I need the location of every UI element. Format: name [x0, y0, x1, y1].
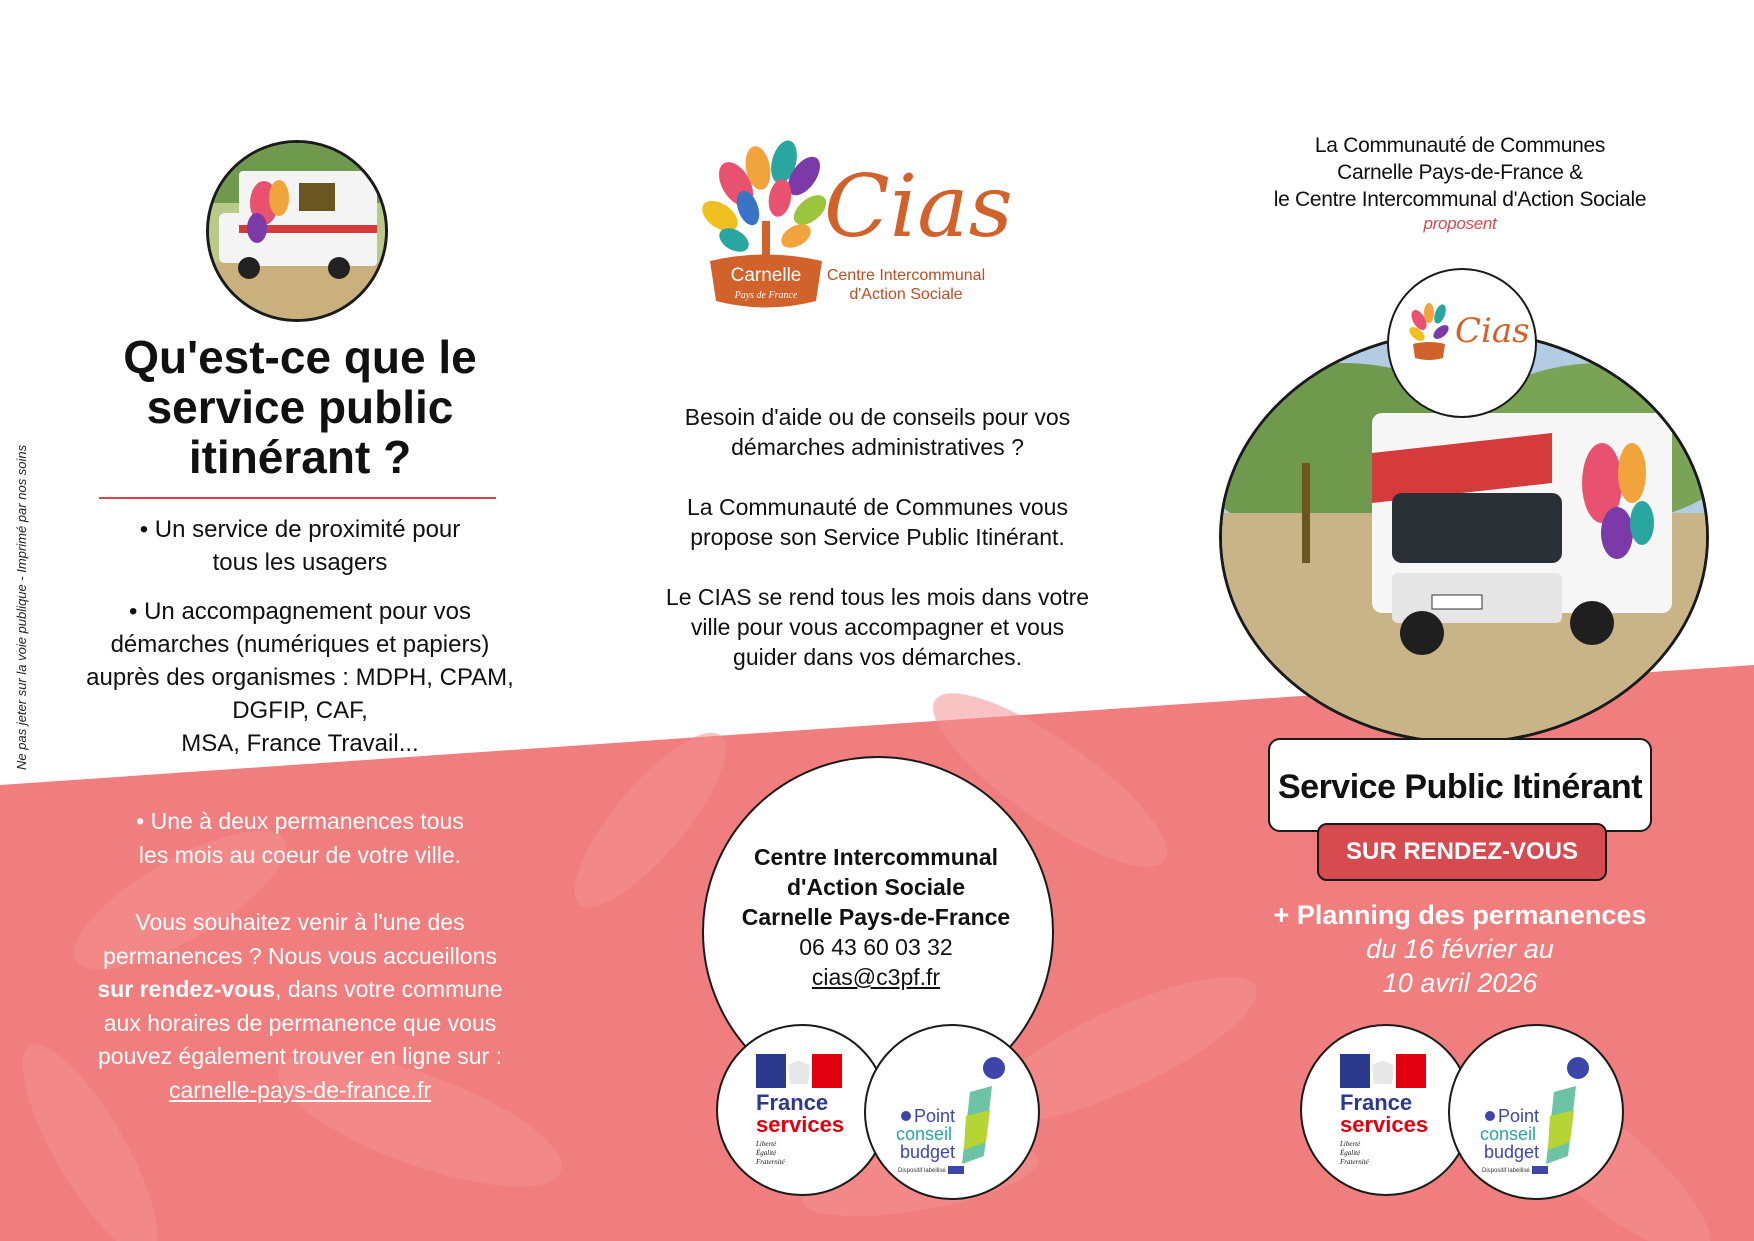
bullet-line: • Une à deux permanences tous: [136, 808, 464, 834]
rdv-rest: , dans votre commune: [275, 976, 503, 1002]
fs-motto2: Égalité: [756, 1149, 777, 1157]
pcb-line1: Point: [1498, 1106, 1540, 1126]
pcb-line3: budget: [900, 1142, 956, 1162]
left-title-line: itinérant ?: [188, 431, 412, 483]
para-line: guider dans vos démarches.: [733, 644, 1022, 670]
fs-line2: services: [1340, 1112, 1429, 1137]
mobile-unit-photo-small: [206, 140, 388, 322]
contact-name-line: Centre Intercommunal: [753, 844, 999, 870]
pcb-footer: Dispositif labellisé: [1482, 1168, 1530, 1174]
planning-label: + Planning des permanences: [1273, 900, 1647, 930]
rdv-line: pouvez également trouver en ligne sur :: [97, 1043, 503, 1069]
bullet-line: • Un accompagnement pour vos: [129, 598, 471, 625]
para-line: Le CIAS se rend tous les mois dans votre: [665, 584, 1090, 610]
contact-info: [722, 842, 1030, 992]
fs-motto1: Liberté: [1340, 1140, 1361, 1148]
bullet-line: tous les usagers: [212, 549, 388, 576]
header-line: Carnelle Pays-de-France &: [1337, 161, 1583, 184]
rdv-line: permanences ? Nous vous accueillons: [103, 942, 497, 969]
france-services-logo-circle: [716, 1024, 888, 1196]
fs-line2: services: [756, 1112, 845, 1137]
service-title: Service Public Itinérant: [1277, 768, 1643, 806]
cias-logo: [696, 136, 1056, 316]
point-conseil-budget-logo: [866, 1026, 1038, 1198]
rdv-paragraph: [60, 906, 540, 1107]
pcb-line3: budget: [1484, 1142, 1540, 1162]
pcb-line1: Point: [914, 1106, 956, 1126]
rdv-line: Vous souhaitez venir à l'une des: [135, 909, 465, 935]
side-print-note: Ne pas jeter sur la voie publique - Imprimé par nos soins: [14, 444, 29, 770]
fs-line1: France: [756, 1090, 829, 1115]
para-line: Besoin d'aide ou de conseils pour vos: [684, 404, 1071, 430]
service-title-box: [1268, 738, 1652, 832]
cias-subtitle-2: d'Action Sociale: [849, 286, 963, 303]
middle-para-cias: [640, 582, 1115, 672]
fs-motto3: Fraternité: [756, 1158, 785, 1166]
para-line: ville pour vous accompagner et vous: [690, 614, 1065, 640]
pcb-footer: Dispositif labellisé: [898, 1168, 946, 1174]
para-line: démarches administratives ?: [731, 434, 1024, 460]
rdv-bold: sur rendez-vous: [97, 976, 276, 1002]
contact-phone[interactable]: 06 43 60 03 32: [799, 934, 953, 960]
france-services-logo-circle-right: [1300, 1024, 1472, 1196]
right-header: [1250, 132, 1670, 235]
website-link[interactable]: carnelle-pays-de-france.fr: [168, 1076, 432, 1103]
planning-info: [1250, 898, 1670, 1000]
header-line: La Communauté de Communes: [1314, 134, 1606, 157]
fs-motto1: Liberté: [756, 1140, 777, 1148]
cias-small-logo-circle: [1387, 268, 1537, 418]
bullet-line: démarches (numériques et papiers): [110, 631, 490, 658]
left-title: [90, 332, 510, 482]
contact-name-line: Carnelle Pays-de-France: [741, 904, 1011, 930]
van-illustration-small: [209, 143, 385, 319]
header-line: le Centre Intercommunal d'Action Sociale: [1273, 188, 1647, 211]
pcb-logo-circle: [864, 1024, 1040, 1200]
cias-small-logo: [1389, 270, 1535, 416]
fs-line1: France: [1340, 1090, 1413, 1115]
para-line: propose son Service Public Itinérant.: [690, 524, 1065, 550]
fs-motto2: Égalité: [1340, 1149, 1361, 1157]
proposent-label: proposent: [1423, 214, 1497, 233]
bullet-line: • Un service de proximité pour: [139, 516, 461, 543]
bullet-line: DGFIP, CAF,: [232, 697, 368, 724]
para-line: La Communauté de Communes vous: [687, 494, 1068, 520]
contact-name-line: d'Action Sociale: [786, 874, 965, 900]
left-title-line: service public: [146, 381, 454, 433]
bullet-line: MSA, France Travail...: [181, 730, 419, 757]
contact-email[interactable]: cias@c3pf.fr: [811, 964, 941, 990]
cias-wordmark: Cias: [824, 157, 1013, 257]
france-services-logo: [1302, 1026, 1470, 1194]
title-divider: [99, 497, 496, 499]
bullet-line: auprès des organismes : MDPH, CPAM,: [86, 664, 514, 691]
carnelle-logo-bottom: Pays de France: [734, 290, 798, 301]
carnelle-logo-top: Carnelle: [730, 265, 802, 286]
bullet-support: [60, 595, 540, 760]
fs-motto3: Fraternité: [1340, 1158, 1369, 1166]
rdv-line: aux horaires de permanence que vous: [103, 1009, 497, 1036]
pcb-logo-circle-right: [1448, 1024, 1624, 1200]
planning-date-line: du 16 février au: [1366, 934, 1554, 964]
pcb-line2: conseil: [896, 1124, 953, 1144]
cias-small-wordmark: Cias: [1455, 311, 1530, 351]
bullet-permanences: [60, 805, 540, 872]
point-conseil-budget-logo: [1450, 1026, 1622, 1198]
middle-para-help: [640, 402, 1115, 462]
appointment-button[interactable]: SUR RENDEZ-VOUS: [1317, 823, 1607, 881]
rdv-line: [60, 973, 540, 1007]
middle-para-community: [640, 492, 1115, 552]
left-title-line: Qu'est-ce que le: [123, 331, 477, 383]
cias-tree-icon: [696, 136, 1056, 316]
france-services-logo: [718, 1026, 886, 1194]
bullet-line: les mois au coeur de votre ville.: [138, 841, 462, 868]
cias-subtitle-1: Centre Intercommunal: [826, 267, 986, 284]
bullet-proximity: [60, 513, 540, 579]
pcb-line2: conseil: [1480, 1124, 1537, 1144]
planning-date-line: 10 avril 2026: [1382, 968, 1538, 998]
